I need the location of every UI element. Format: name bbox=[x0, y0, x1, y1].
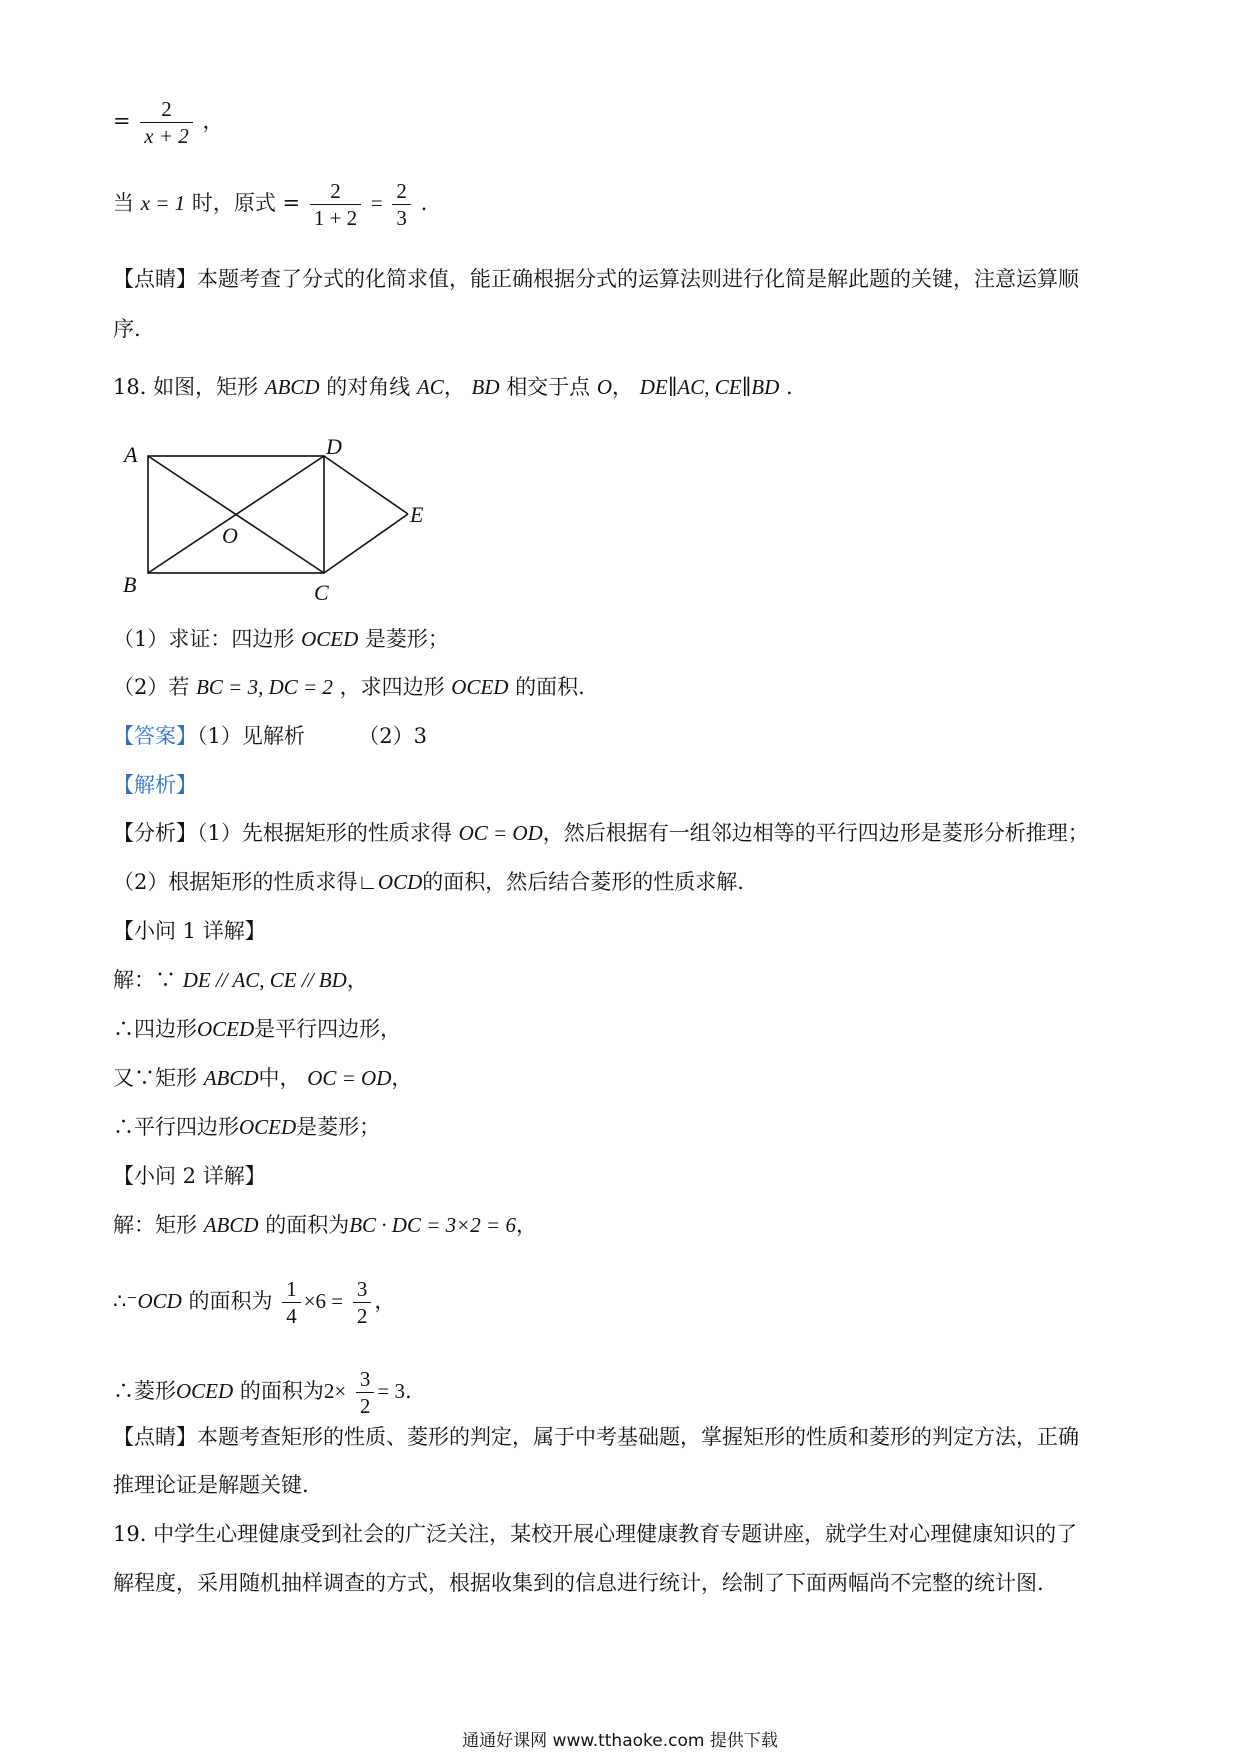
analysis-tag: 【解析】 bbox=[113, 773, 197, 797]
solution-1-line-3: 又∵矩形 ABCD中， OC = OD， bbox=[113, 1066, 413, 1090]
answer-line: 【答案】（1）见解析 （2）3 bbox=[113, 724, 427, 748]
expr-line-2: 当 x = 1 时，原式 = $\frac{2}{1 + 2}$ = $\frac{2}{3}$ . bbox=[113, 179, 428, 230]
dianjing-2-line-2: 推理论证是解题关键. bbox=[113, 1473, 309, 1497]
question-19-line-2: 解程度，采用随机抽样调查的方式，根据收集到的信息进行统计，绘制了下面两幅尚不完整的统计图. bbox=[113, 1571, 1044, 1595]
section-tag: 【点睛】 bbox=[113, 1425, 197, 1449]
subquestion-2: （2）若 BC = 3, DC = 2 ，求四边形 OCED 的面积. bbox=[113, 675, 585, 699]
question-18: 18. 如图，矩形 ABCD 的对角线 AC， BD 相交于点 O， DE∥AC, CE∥BD . bbox=[113, 375, 793, 399]
fraction: $\frac{2}{x + 2}$ bbox=[140, 96, 193, 149]
dianjing-2-line-1: 【点睛】本题考查矩形的性质、菱形的判定，属于中考基础题，掌握矩形的性质和菱形的判定方法，正确 bbox=[113, 1425, 1079, 1449]
fraction: $\frac{2}{1 + 2}$ bbox=[310, 178, 361, 231]
segment-ce bbox=[324, 514, 408, 573]
section-tag: 【点睛】 bbox=[113, 267, 197, 291]
fraction: $\frac{1}{4}$ bbox=[282, 1276, 301, 1329]
question-19-line-1: 19. 中学生心理健康受到社会的广泛关注，某校开展心理健康教育专题讲座，就学生对心理健康知识的了 bbox=[113, 1522, 1078, 1546]
fenxi-line-1: 【分析】（1）先根据矩形的性质求得 OC = OD，然后根据有一组邻边相等的平行四边形是菱形分析推理； bbox=[113, 821, 1089, 845]
page-footer: 通通好课网 www.tthaoke.com 提供下载 bbox=[462, 1731, 778, 1751]
subquestion-1: （1）求证：四边形 OCED 是菱形； bbox=[113, 627, 449, 651]
expr-line-1: = $\frac{2}{x + 2}$ ， bbox=[113, 97, 224, 148]
solution-1-line-4: ∴平行四边形OCED是菱形； bbox=[113, 1115, 381, 1139]
segment-de bbox=[324, 456, 408, 514]
label-b: B bbox=[123, 572, 137, 597]
solution-1-line-1: 解：∵ DE // AC, CE // BD， bbox=[113, 968, 368, 992]
label-c: C bbox=[314, 580, 329, 605]
rectangle-rhombus-figure bbox=[118, 432, 438, 607]
solution-1-line-2: ∴四边形OCED是平行四边形， bbox=[113, 1017, 402, 1041]
fenxi-line-2: （2）根据矩形的性质求得∟OCD的面积，然后结合菱形的性质求解. bbox=[113, 870, 744, 894]
solution-2-line-2: ∴⁻OCD 的面积为 $\frac{1}{4}$ ×6 = $\frac{3}{2}$ ， bbox=[113, 1277, 396, 1328]
subpart-2-heading: 【小问 2 详解】 bbox=[113, 1164, 266, 1188]
equals-sign: = bbox=[113, 109, 131, 133]
label-e: E bbox=[410, 502, 424, 527]
subpart-1-heading: 【小问 1 详解】 bbox=[113, 919, 266, 943]
label-d: D bbox=[326, 434, 342, 459]
solution-2-line-1: 解：矩形 ABCD 的面积为BC · DC = 3×2 = 6， bbox=[113, 1213, 537, 1237]
solution-2-line-3: ∴菱形OCED 的面积为2× $\frac{3}{2}$ = 3. bbox=[113, 1367, 412, 1418]
fraction: $\frac{3}{2}$ bbox=[356, 1366, 375, 1419]
dianjing-line-1: 【点睛】本题考查了分式的化简求值，能正确根据分式的运算法则进行化简是解此题的关键，注意运算顺 bbox=[113, 267, 1079, 291]
dianjing-line-2: 序. bbox=[113, 317, 141, 341]
fraction: $\frac{3}{2}$ bbox=[353, 1276, 372, 1329]
answer-tag: 【答案】 bbox=[113, 724, 197, 748]
fraction: $\frac{2}{3}$ bbox=[392, 178, 411, 231]
label-a: A bbox=[124, 442, 138, 467]
label-o: O bbox=[222, 523, 238, 548]
analysis-tag-line bbox=[113, 770, 197, 800]
